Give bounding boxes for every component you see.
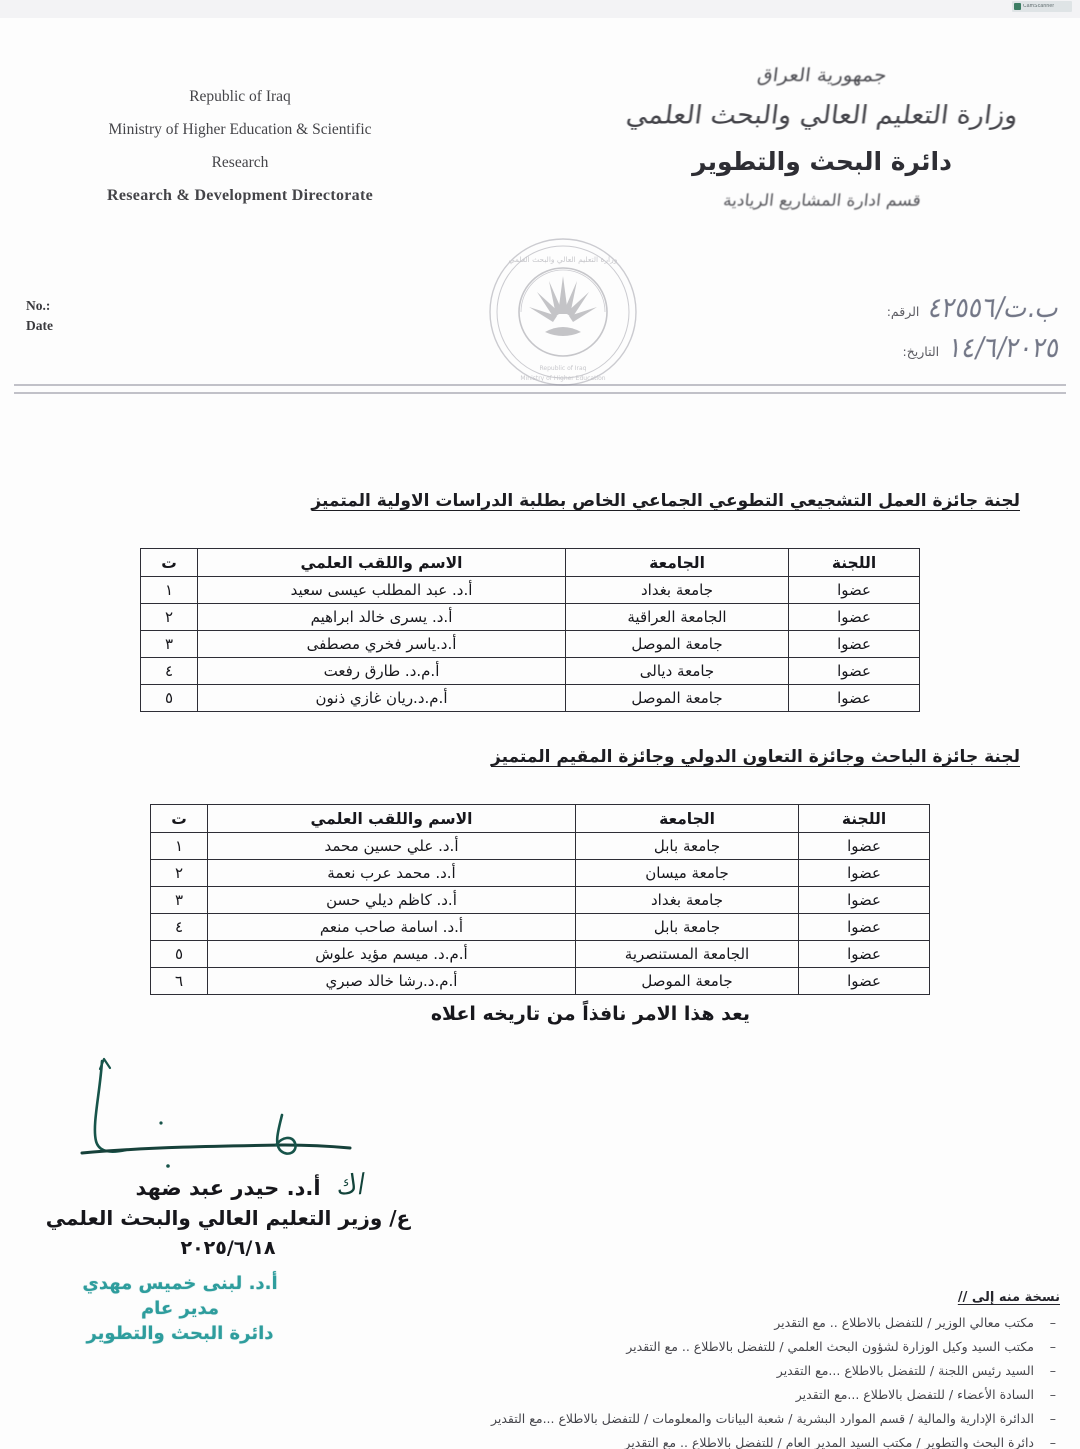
- distribution-heading: نسخة منه إلى //: [957, 1290, 1060, 1305]
- cell-committee: عضوا: [799, 860, 930, 887]
- arabic-letterhead: [582, 58, 1062, 218]
- signatory-role: ع/ وزير التعليم العالي والبحث العلمي: [45, 1206, 411, 1230]
- table-row: [141, 631, 920, 658]
- section-1-title: لجنة جائزة العمل التشجيعي التطوعي الجماعي الخاص بطلبة الدراسات الاولية المتميز: [311, 491, 1020, 511]
- cell-name: أ.م.د.رشا خالد صبري: [208, 968, 576, 995]
- scanner-top-strip: [0, 0, 1080, 18]
- table-header-row: [151, 805, 930, 833]
- cell-index: ٤: [151, 914, 208, 941]
- cell-index: ٣: [151, 887, 208, 914]
- cell-university: الجامعة العراقية: [566, 604, 789, 631]
- signature-block: [28, 1173, 428, 1263]
- camscanner-label: CamScanner: [1023, 4, 1055, 9]
- english-line-3: Research: [211, 154, 269, 171]
- table-header-row: [141, 549, 920, 577]
- list-item: – السيد رئيس اللجنة / للتفضل بالاطلاع ...مع التقدير: [380, 1359, 1060, 1383]
- cell-name: أ.د. علي حسين محمد: [208, 833, 576, 860]
- cell-committee: عضوا: [799, 968, 930, 995]
- cell-university: جامعة الموصل: [566, 631, 789, 658]
- handwritten-signature: [60, 1053, 390, 1188]
- no-label: No.:: [26, 298, 51, 313]
- teal-stamp-name: أ.د. لبنى خميس مهدي: [82, 1273, 278, 1294]
- header-committee: اللجنة: [789, 549, 920, 577]
- cell-committee: عضوا: [789, 685, 920, 712]
- teal-stamp-department: دائرة البحث والتطوير: [86, 1323, 274, 1344]
- cell-name: أ.د. محمد عرب نعمة: [208, 860, 576, 887]
- cell-index: ١: [151, 833, 208, 860]
- camscanner-icon: [1014, 3, 1021, 10]
- cell-committee: عضوا: [799, 914, 930, 941]
- list-item: – دائرة البحث والتطوير / مكتب السيد المدير العام / للتفضل بالاطلاع .. مع التقدير: [380, 1431, 1060, 1449]
- cell-university: الجامعة المستنصرية: [576, 941, 799, 968]
- cell-name: أ.م.د. ميسم مؤيد علوش: [208, 941, 576, 968]
- svg-text:Republic of Iraq: Republic of Iraq: [539, 365, 587, 372]
- list-item: – مكتب السيد وكيل الوزارة لشؤون البحث العلمي / للتفضل بالاطلاع .. مع التقدير: [380, 1335, 1060, 1359]
- date-label-en: Date: [26, 318, 53, 333]
- cell-name: أ.د. عبد المطلب عيسى سعيد: [198, 577, 566, 604]
- header-university: الجامعة: [576, 805, 799, 833]
- reference-date-label: التاريخ:: [902, 344, 940, 359]
- english-line-2: Ministry of Higher Education & Scientific: [108, 121, 372, 138]
- cell-university: جامعة بابل: [576, 833, 799, 860]
- cell-index: ٥: [141, 685, 198, 712]
- signatory-name: أ.د. حيدر عبد ضهد: [135, 1176, 321, 1200]
- table-row: [141, 577, 920, 604]
- cell-university: جامعة الموصل: [566, 685, 789, 712]
- arabic-line-3: دائرة البحث والتطوير: [692, 147, 952, 176]
- signature-date: ٢٠٢٥/٦/١٨: [180, 1237, 276, 1259]
- list-item: – الدائرة الإدارية والمالية / قسم الموارد البشرية / شعبة البيانات والمعلومات / للتفضل بالاطلاع ...مع التقدير: [380, 1407, 1060, 1431]
- cell-index: ٤: [141, 658, 198, 685]
- cell-index: ٥: [151, 941, 208, 968]
- cell-university: جامعة الموصل: [576, 968, 799, 995]
- cell-name: أ.د. كاظم ديلي حسن: [208, 887, 576, 914]
- cell-index: ٢: [151, 860, 208, 887]
- reference-date-row: [720, 331, 1063, 373]
- cell-index: ٦: [151, 968, 208, 995]
- list-item: – السادة الأعضاء / للتفضل بالاطلاع ...مع التقدير: [380, 1383, 1060, 1407]
- arabic-line-2: وزارة التعليم العالي والبحث العلمي: [624, 100, 1020, 131]
- cell-committee: عضوا: [799, 887, 930, 914]
- camscanner-watermark: [1012, 1, 1072, 12]
- cell-committee: عضوا: [789, 658, 920, 685]
- table-row: [151, 914, 930, 941]
- cell-name: أ.د. اسامة صاحب منعم: [208, 914, 576, 941]
- svg-text:Ministry of Higher Education: Ministry of Higher Education: [520, 375, 606, 382]
- teal-stamp-title: مدير عام: [140, 1298, 219, 1319]
- table-row: [151, 968, 930, 995]
- header-index: ت: [141, 549, 198, 577]
- list-item: – مكتب معالي الوزير / للتفضل بالاطلاع .. مع التقدير: [380, 1311, 1060, 1335]
- committee-table-2: [150, 804, 930, 995]
- header-name: الاسم واللقب العلمي: [198, 549, 566, 577]
- cell-university: جامعة ديالى: [566, 658, 789, 685]
- table-row: [151, 887, 930, 914]
- distribution-list: [380, 1290, 1060, 1449]
- cell-name: أ.د. يسرى خالد ابراهيم: [198, 604, 566, 631]
- cell-university: جامعة بغداد: [576, 887, 799, 914]
- effective-note: يعد هذا الامر نافذاً من تاريخه اعلاه: [430, 1003, 750, 1025]
- reference-date-value: ١٤/٦/٢٠٢٥: [946, 331, 1063, 364]
- distribution-items: [380, 1311, 1060, 1449]
- english-line-1: Republic of Iraq: [189, 88, 291, 105]
- header-rule-bottom: [14, 392, 1066, 394]
- header-rule-top: [14, 384, 1066, 386]
- cell-committee: عضوا: [789, 577, 920, 604]
- cell-committee: عضوا: [799, 833, 930, 860]
- reference-number-label: الرقم:: [886, 304, 920, 319]
- teal-stamp-block: [30, 1271, 330, 1346]
- cell-committee: عضوا: [789, 604, 920, 631]
- ministry-seal: [487, 236, 639, 388]
- table-row: [141, 685, 920, 712]
- arabic-line-1: جمهورية العراق: [756, 63, 888, 87]
- table-row: [151, 941, 930, 968]
- reference-number-value: ب.ت/٤٢٥٥٦: [926, 291, 1063, 324]
- cell-index: ٢: [141, 604, 198, 631]
- committee-table-1: [140, 548, 920, 712]
- signature-initial-mark: ك/: [334, 1168, 369, 1202]
- english-line-4: Research & Development Directorate: [107, 187, 373, 204]
- cell-index: ١: [141, 577, 198, 604]
- cell-index: ٣: [141, 631, 198, 658]
- table-row: [151, 860, 930, 887]
- cell-university: جامعة ميسان: [576, 860, 799, 887]
- cell-committee: عضوا: [799, 941, 930, 968]
- paper-sheet: [0, 18, 1080, 1449]
- cell-university: جامعة بغداد: [566, 577, 789, 604]
- arabic-line-4: قسم ادارة المشاريع الريادية: [722, 191, 922, 211]
- header-university: الجامعة: [566, 549, 789, 577]
- header-committee: اللجنة: [799, 805, 930, 833]
- english-no-date-labels: [26, 296, 53, 336]
- section-2-title: لجنة جائزة الباحث وجائزة التعاون الدولي وجائزة المقيم المتميز: [491, 747, 1020, 767]
- header-name: الاسم واللقب العلمي: [208, 805, 576, 833]
- svg-text:وزارة التعليم العالي والبحث ال: وزارة التعليم العالي والبحث العلمي: [508, 255, 618, 264]
- table-row: [141, 604, 920, 631]
- cell-name: أ.د.ياسر فخري مصطفى: [198, 631, 566, 658]
- cell-name: أ.م.د.ريان غازي ذنون: [198, 685, 566, 712]
- english-letterhead: [30, 80, 450, 212]
- cell-committee: عضوا: [789, 631, 920, 658]
- cell-name: أ.م.د. طارق رفعت: [198, 658, 566, 685]
- reference-number-row: [720, 291, 1063, 333]
- table-row: [151, 833, 930, 860]
- table-row: [141, 658, 920, 685]
- header-index: ت: [151, 805, 208, 833]
- reference-fields: [720, 291, 1063, 373]
- cell-university: جامعة بابل: [576, 914, 799, 941]
